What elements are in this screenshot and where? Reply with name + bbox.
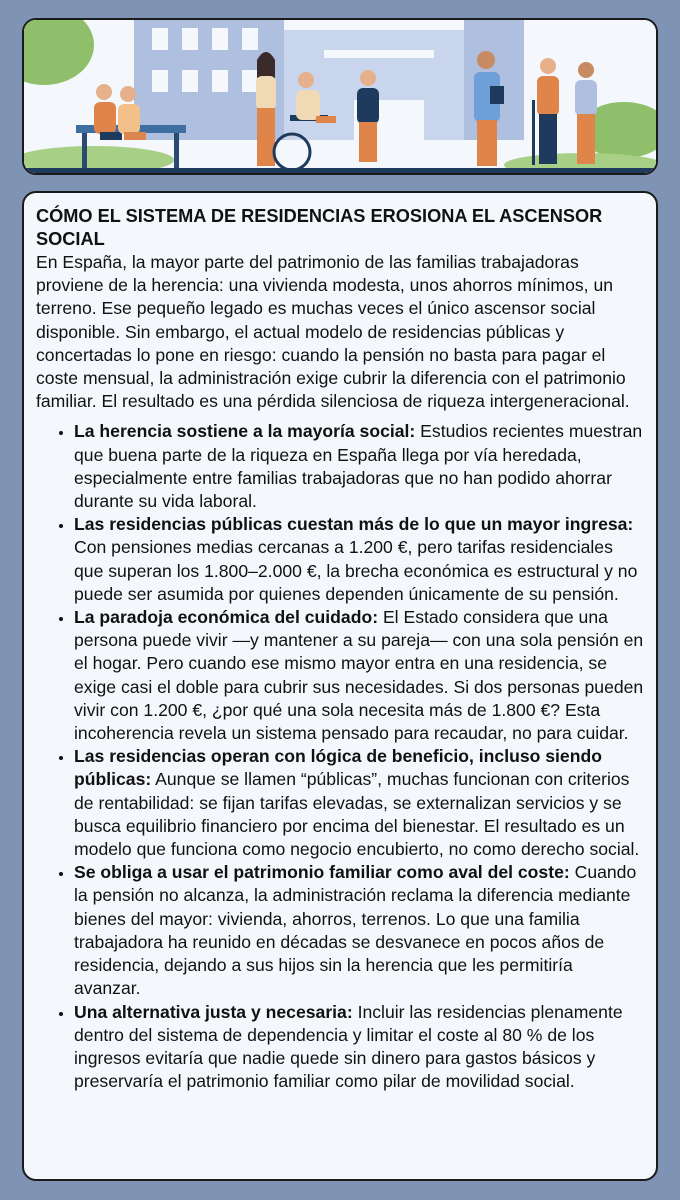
key-point-lead: Una alternativa justa y necesaria:	[74, 1001, 353, 1022]
key-point	[74, 513, 644, 606]
key-point	[74, 745, 644, 861]
key-point-lead: Las residencias operan con lógica de beneficio, incluso siendo públicas:	[74, 746, 602, 790]
key-point-lead: Se obliga a usar el patrimonio familiar como aval del coste:	[74, 862, 570, 883]
key-points-list	[36, 420, 644, 1093]
elderly-care-illustration	[24, 20, 656, 173]
key-point	[74, 1001, 644, 1094]
article-card	[22, 191, 658, 1181]
article-intro: En España, la mayor parte del patrimonio de las familias trabajadoras proviene de la herencia: una vivienda modesta, unos ahorros mínimos, un terreno. Ese pequeño legado es muchas veces el único ascensor social disponible. Sin embargo, el actual modelo de residencias públicas y concertadas lo pone en riesgo: cuando la pensión no basta para pagar el coste mensual, la administración exige cubrir la diferencia con el patrimonio familiar. El resultado es una pérdida silenciosa de riqueza intergeneracional.	[36, 252, 630, 412]
illustration-banner	[22, 18, 658, 175]
key-point-text: Incluir las residencias plenamente dentro del sistema de dependencia y limitar el coste al 80 % de los ingresos evitaría que nadie quede sin dinero para gastos básicos y preservaría el patrimonio familiar como pilar de movilidad social.	[74, 1001, 623, 1092]
key-point-lead: Las residencias públicas cuestan más de lo que un mayor ingresa:	[74, 514, 634, 535]
key-point-text: Aunque se llamen “públicas”, muchas funcionan con criterios de rentabilidad: se fijan tarifas elevadas, se externalizan servicios y se busca equilibrio financiero por encima del bienestar. El resultado es un modelo que funciona como negocio encubierto, no como derecho social.	[74, 769, 640, 860]
key-point-text: Estudios recientes muestran que buena parte de la riqueza en España llega por vía heredada, especialmente entre familias trabajadoras que no han podido ahorrar durante su vida laboral.	[74, 421, 643, 512]
key-point-text: Con pensiones medias cercanas a 1.200 €, pero tarifas residenciales que superan los 1.800–2.000 €, la brecha económica es estructural y no puede ser asumida por quienes dependen únicamente de su pensión.	[74, 537, 638, 604]
key-point	[74, 420, 644, 513]
key-point-lead: La paradoja económica del cuidado:	[74, 607, 379, 628]
key-point	[74, 606, 644, 745]
key-point-lead: La herencia sostiene a la mayoría social:	[74, 421, 416, 442]
key-point	[74, 861, 644, 1000]
key-point-text: El Estado considera que una persona puede vivir —y mantener a su pareja— con una sola pensión en el hogar. Pero cuando ese mismo mayor entra en una residencia, se exige casi el doble para cubrir sus necesidades. Si dos personas pueden vivir con 1.200 €, ¿por qué una sola necesita más de 1.800 €? Esta incoherencia revela un sistema pensado para recaudar, no para cuidar.	[74, 607, 644, 744]
key-point-text: Cuando la pensión no alcanza, la administración reclama la diferencia mediante bienes del mayor: vivienda, ahorros, terrenos. Lo que una familia trabajadora ha reunido en décadas se desvanece en pocos años de residencia, dejando a sus hijos sin la herencia que les permitiría avanzar.	[74, 862, 637, 999]
article-title: CÓMO EL SISTEMA DE RESIDENCIAS EROSIONA EL ASCENSOR SOCIAL	[36, 206, 603, 249]
